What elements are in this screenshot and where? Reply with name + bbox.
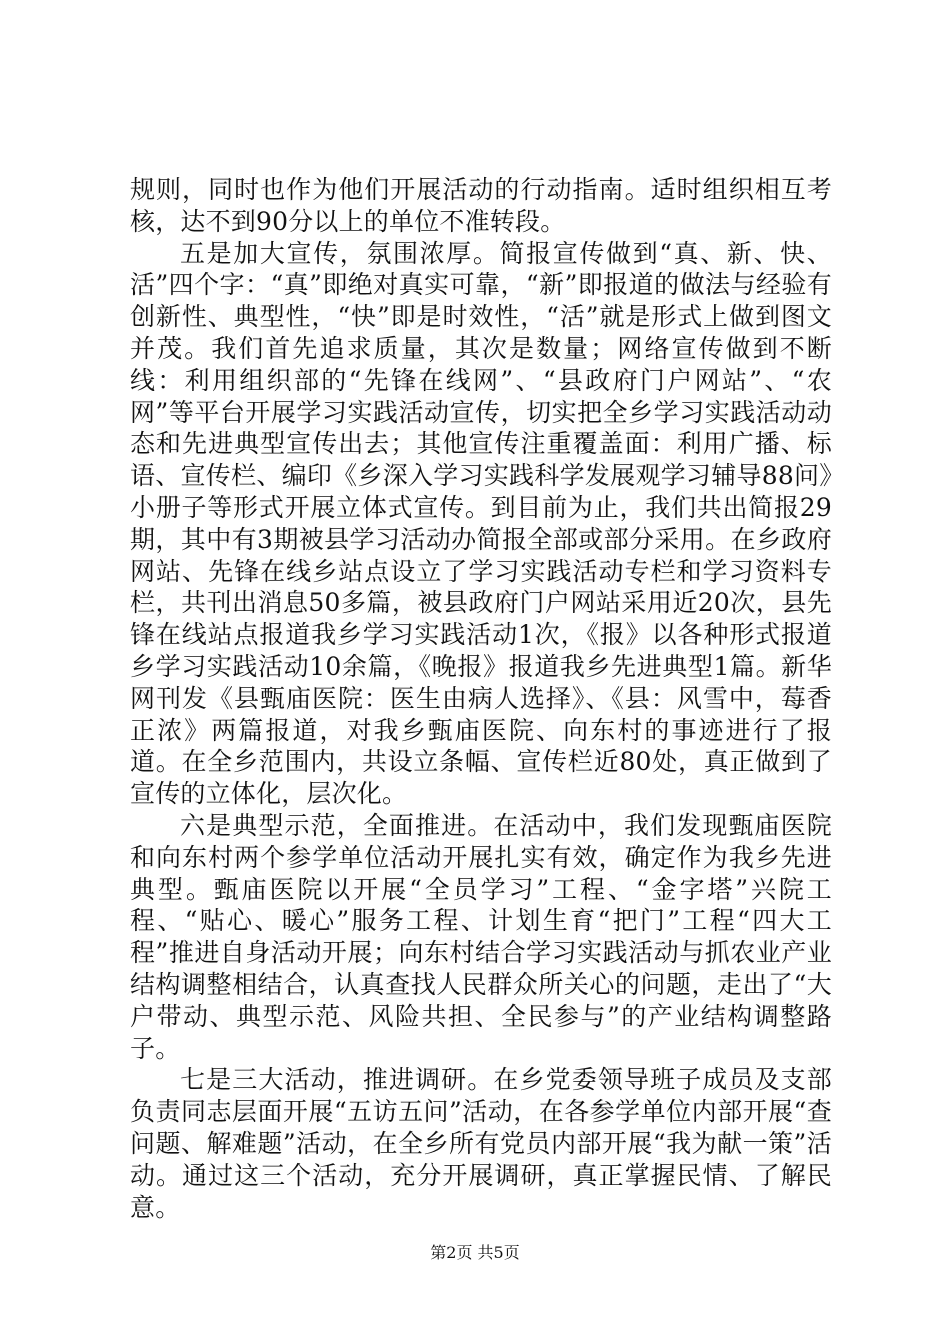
- paragraph-three-activities: 七是三大活动，推进调研。在乡党委领导班子成员及支部负责同志层面开展“五访五问”活动，在各参学单位内部开展“查问题、解难题”活动，在全乡所有党员内部开展“我为献一策”活动。通过这三个活动，充分开展调研，真正掌握民情、了解民意。: [130, 1065, 832, 1222]
- paragraph-publicity: 五是加大宣传，氛围浓厚。简报宣传做到“真、新、快、活”四个字：“真”即绝对真实可靠，“新”即报道的做法与经验有创新性、典型性，“快”即是时效性，“活”就是形式上做到图文并茂。我们首先追求质量，其次是数量；网络宣传做到不断线：利用组织部的“先锋在线网”、“县政府门户网站”、“农网”等平台开展学习实践活动宣传，切实把全乡学习实践活动动态和先进典型宣传出去；其他宣传注重覆盖面：利用广播、标语、宣传栏、编印《乡深入学习实践科学发展观学习辅导88问》小册子等形式开展立体式宣传。到目前为止，我们共出简报29期，其中有3期被县学习活动办简报全部或部分采用。在乡政府网站、先锋在线乡站点设立了学习实践活动专栏和学习资料专栏，共刊出消息50多篇，被县政府门户网站采用近20次，县先锋在线站点报道我乡学习实践活动1次，《报》以各种形式报道乡学习实践活动10余篇，《晚报》报道我乡先进典型1篇。新华网刊发《县甄庙医院：医生由病人选择》、《县：风雪中，莓香正浓》两篇报道，对我乡甄庙医院、向东村的事迹进行了报道。在全乡范围内，共设立条幅、宣传栏近80处，真正做到了宣传的立体化，层次化。: [130, 238, 832, 809]
- page-footer: [0, 1243, 950, 1263]
- paragraph-continuation: 规则，同时也作为他们开展活动的行动指南。适时组织相互考核，达不到90分以上的单位不准转段。: [130, 175, 832, 236]
- paragraph-model-demonstration: 六是典型示范，全面推进。在活动中，我们发现甄庙医院和向东村两个参学单位活动开展扎实有效，确定作为我乡先进典型。甄庙医院以开展“全员学习”工程、“金字塔”兴院工程、“贴心、暖心”服务工程、计划生育“把门”工程“四大工程”推进自身活动开展；向东村结合学习实践活动与抓农业产业结构调整相结合，认真查找人民群众所关心的问题，走出了“大户带动、典型示范、风险共担、全民参与”的产业结构调整路子。: [130, 810, 832, 1063]
- document-body: [130, 174, 832, 1223]
- page-number-label: 第2页 共5页: [430, 1243, 520, 1262]
